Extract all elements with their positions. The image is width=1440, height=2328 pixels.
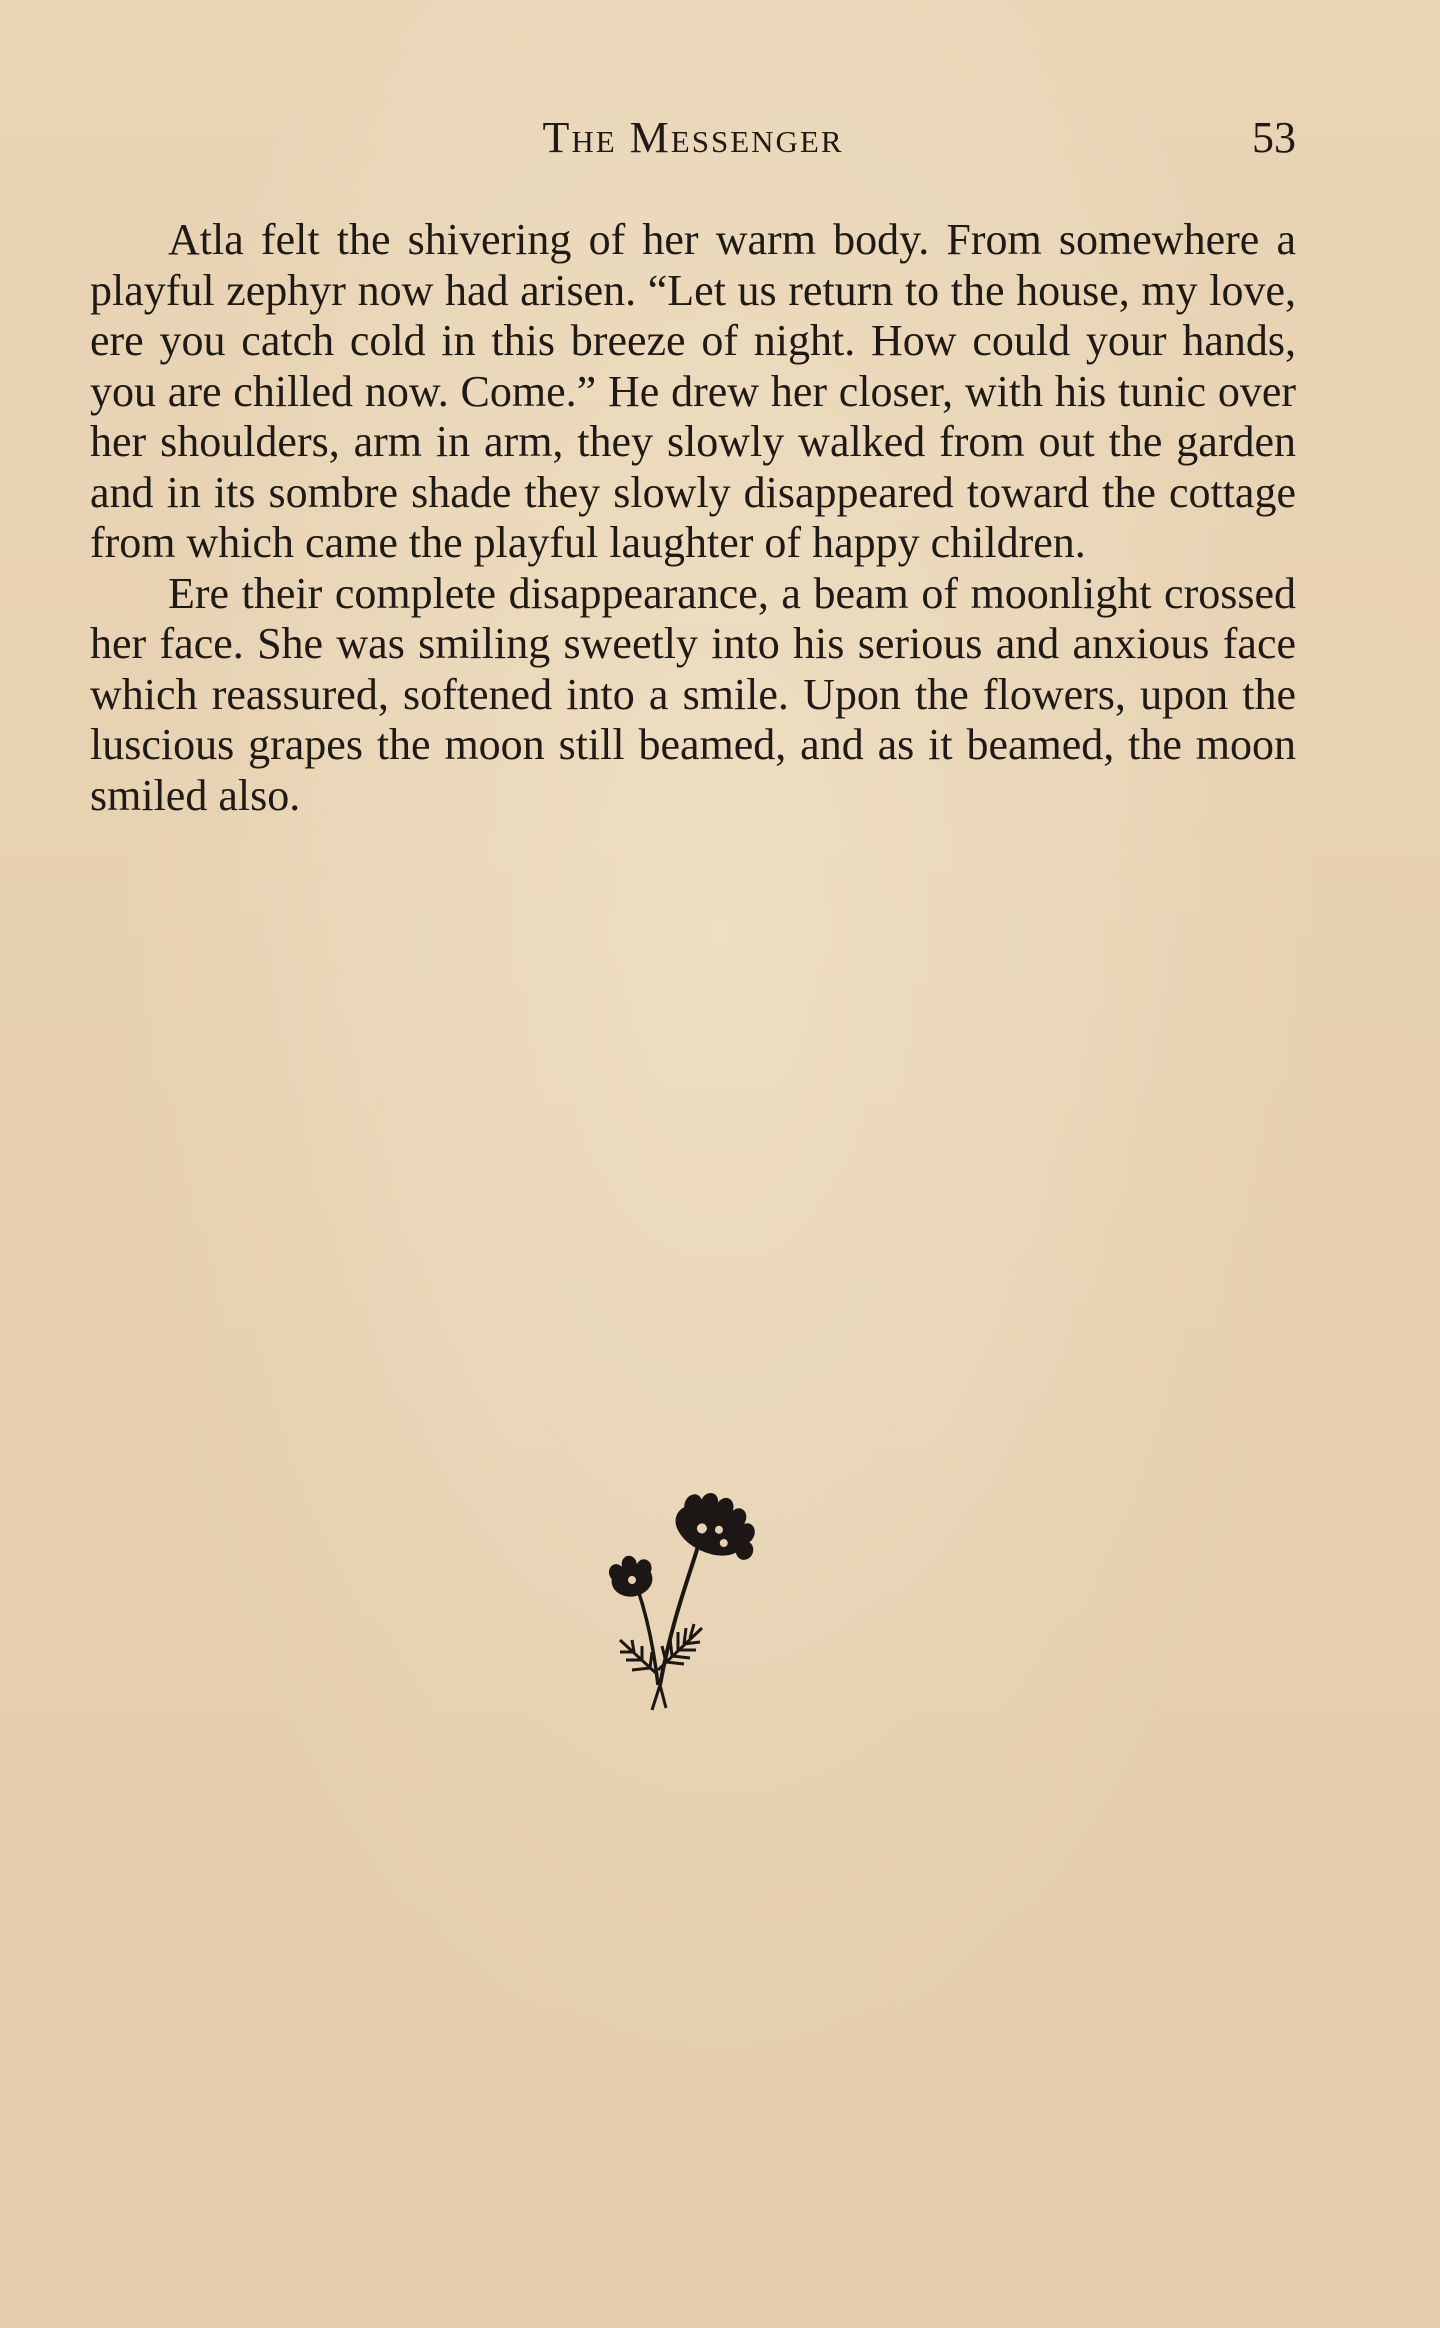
flower-ornament-icon <box>600 1470 790 1730</box>
running-head <box>90 112 1296 172</box>
paragraph-2: Ere their complete disappearance, a beam of moonlight crossed her face. She was smiling sweetly into his serious and anxious face which reassured, softened into a smile. Upon the flowers, upon the luscious grapes the moon still beamed, and as it beamed, the moon smiled also. <box>90 568 1296 820</box>
body-text <box>90 215 1296 821</box>
paragraph-1: Atla felt the shivering of her warm body. From somewhere a playful zephyr now had arisen. “Let us return to the house, my love, ere you catch cold in this breeze of night. How could your hands, you are chilled now. Come.” He drew her closer, with his tunic over her shoulders, arm in arm, they slowly walked from out the garden and in its sombre shade they slowly disappeared toward the cottage from which came the playful laughter of happy children. <box>90 215 1296 567</box>
running-title: The Messenger <box>542 113 844 162</box>
page-number: 53 <box>1252 113 1296 162</box>
